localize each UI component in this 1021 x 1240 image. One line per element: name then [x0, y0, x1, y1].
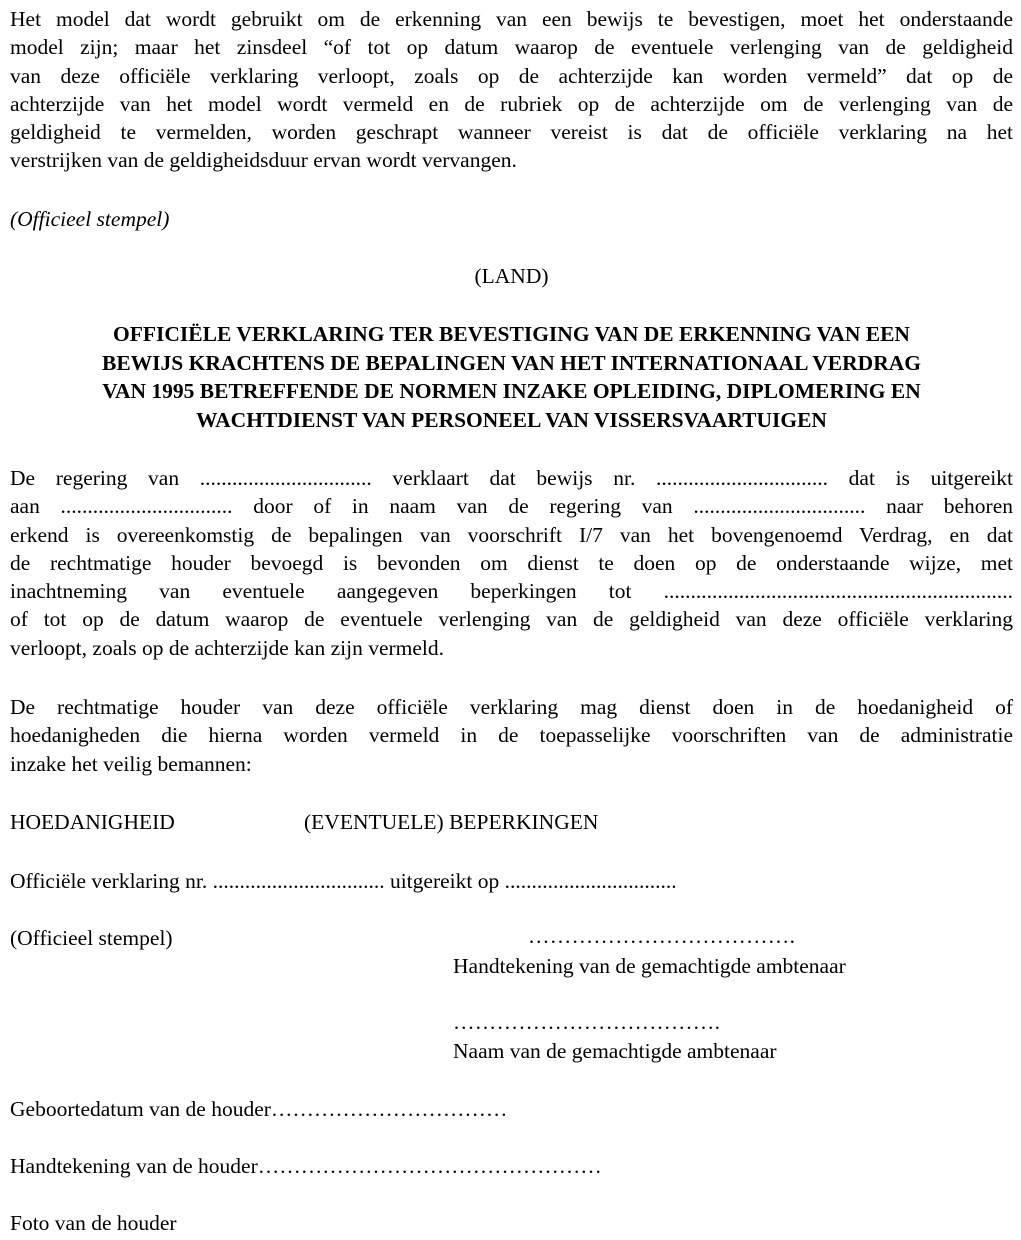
- title-line: WACHTDIENST VAN PERSONEEL VAN VISSERSVAARTUIGEN: [196, 407, 827, 432]
- capacity-table-header: [10, 808, 1013, 836]
- declaration-line: aan ................................ door of in naam van de regering van ................................ naar behoren: [10, 494, 1013, 519]
- official-name-label: Naam van de gemachtigde ambtenaar: [453, 1039, 777, 1063]
- intro-line: verstrijken van de geldigheidsduur ervan wordt vervangen.: [10, 148, 517, 173]
- intro-line: model zijn; maar het zinsdeel “of tot op datum waarop de eventuele verlenging van de geldigheid: [10, 35, 1013, 60]
- holder-signature-line: Handtekening van de houder…………………………………………: [10, 1154, 602, 1178]
- capacity-paragraph: [10, 693, 1013, 778]
- holder-photo-label: Foto van de houder: [10, 1211, 177, 1235]
- capacity-line: inzake het veilig bemannen:: [10, 751, 252, 776]
- intro-line: van deze officiële verklaring verloopt, zoals op de achterzijde kan worden vermeld” dat op de: [10, 63, 1013, 88]
- certificate-number-line: Officiële verklaring nr. ................................ uitgereikt op ................................: [10, 869, 677, 893]
- official-name-field: ……………………………….: [453, 1010, 721, 1034]
- official-stamp-note: (Officieel stempel): [10, 207, 170, 231]
- declaration-line: verloopt, zoals op de achterzijde kan zijn vermeld.: [10, 635, 445, 660]
- title-line: OFFICIËLE VERKLARING TER BEVESTIGING VAN DE ERKENNING VAN EEN: [113, 322, 910, 346]
- title-line: VAN 1995 BETREFFENDE DE NORMEN INZAKE OPLEIDING, DIPLOMERING EN: [102, 379, 921, 403]
- official-signature-label: Handtekening van de gemachtigde ambtenaar: [453, 954, 846, 978]
- declaration-line: erkend is overeenkomstig de bepalingen van voorschrift I/7 van het bovengenoemd Verdrag, en dat: [10, 522, 1013, 547]
- declaration-line: De regering van ................................ verklaart dat bewijs nr. ................................ dat is uitgereikt: [10, 466, 1013, 490]
- official-signature-field: ……………………………….: [528, 924, 796, 948]
- declaration-line: de rechtmatige houder bevoegd is bevonden om dienst te doen op de onderstaande wijze, met: [10, 550, 1013, 575]
- capacity-line: De rechtmatige houder van deze officiële verklaring mag dienst doen in de hoedanigheid of: [10, 695, 1013, 719]
- title-line: BEWIJS KRACHTENS DE BEPALINGEN VAN HET INTERNATIONAAL VERDRAG: [102, 350, 921, 375]
- intro-line: Het model dat wordt gebruikt om de erkenning van een bewijs te bevestigen, moet het onderstaande: [10, 7, 1013, 31]
- declaration-line: inachtneming van eventuele aangegeven beperkingen tot .................................................................: [10, 579, 1013, 604]
- capacity-line: hoedanigheden die hierna worden vermeld in de toepasselijke voorschriften van de administratie: [10, 723, 1013, 748]
- country-heading: (LAND): [474, 264, 549, 288]
- limitations-column-header: (EVENTUELE) BEPERKINGEN: [304, 810, 599, 834]
- intro-line: geldigheid te vermelden, worden geschrapt wanneer vereist is dat de officiële verklaring na het: [10, 120, 1013, 145]
- holder-birthdate-line: Geboortedatum van de houder……………………………: [10, 1097, 508, 1121]
- intro-line: achterzijde van het model wordt vermeld en de rubriek op de achterzijde om de verlenging van de: [10, 91, 1013, 116]
- official-stamp-label: (Officieel stempel): [10, 926, 173, 950]
- declaration-paragraph: [10, 464, 1013, 662]
- capacity-column-header: HOEDANIGHEID: [10, 810, 175, 834]
- intro-paragraph: [10, 5, 1013, 175]
- document-title: [10, 320, 1013, 434]
- declaration-line: of tot op de datum waarop de eventuele verlenging van de geldigheid van deze officiële verklaring: [10, 607, 1013, 632]
